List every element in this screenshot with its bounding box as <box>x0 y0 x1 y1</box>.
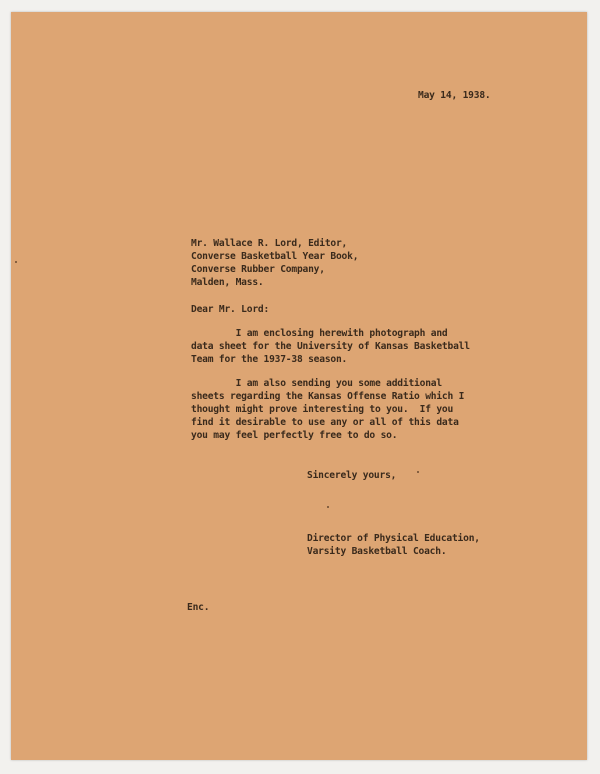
paper-speck <box>15 261 17 263</box>
letter-page <box>11 12 587 760</box>
paragraph-2-line-1: I am also sending you some additional <box>191 378 442 389</box>
address-line-4: Malden, Mass. <box>191 277 264 288</box>
paper-speck <box>327 506 329 508</box>
enclosure-note: Enc. <box>187 602 210 613</box>
address-line-3: Converse Rubber Company, <box>191 264 325 275</box>
address-line-1: Mr. Wallace R. Lord, Editor, <box>191 238 348 249</box>
paragraph-2-line-5: you may feel perfectly free to do so. <box>191 430 398 441</box>
paper-speck <box>417 471 419 473</box>
salutation: Dear Mr. Lord: <box>191 304 270 315</box>
paragraph-1-line-1: I am enclosing herewith photograph and <box>191 328 448 339</box>
signature-line-1: Director of Physical Education, <box>307 533 480 544</box>
paragraph-2-line-2: sheets regarding the Kansas Offense Ratio which I <box>191 391 465 402</box>
closing: Sincerely yours, <box>307 470 397 481</box>
signature-line-2: Varsity Basketball Coach. <box>307 546 447 557</box>
paragraph-1-line-3: Team for the 1937-38 season. <box>191 354 348 365</box>
address-line-2: Converse Basketball Year Book, <box>191 251 359 262</box>
letter-date: May 14, 1938. <box>418 90 491 101</box>
paragraph-2-line-4: find it desirable to use any or all of this data <box>191 417 459 428</box>
paragraph-1-line-2: data sheet for the University of Kansas Basketball <box>191 341 470 352</box>
paragraph-2-line-3: thought might prove interesting to you. If you <box>191 404 454 415</box>
